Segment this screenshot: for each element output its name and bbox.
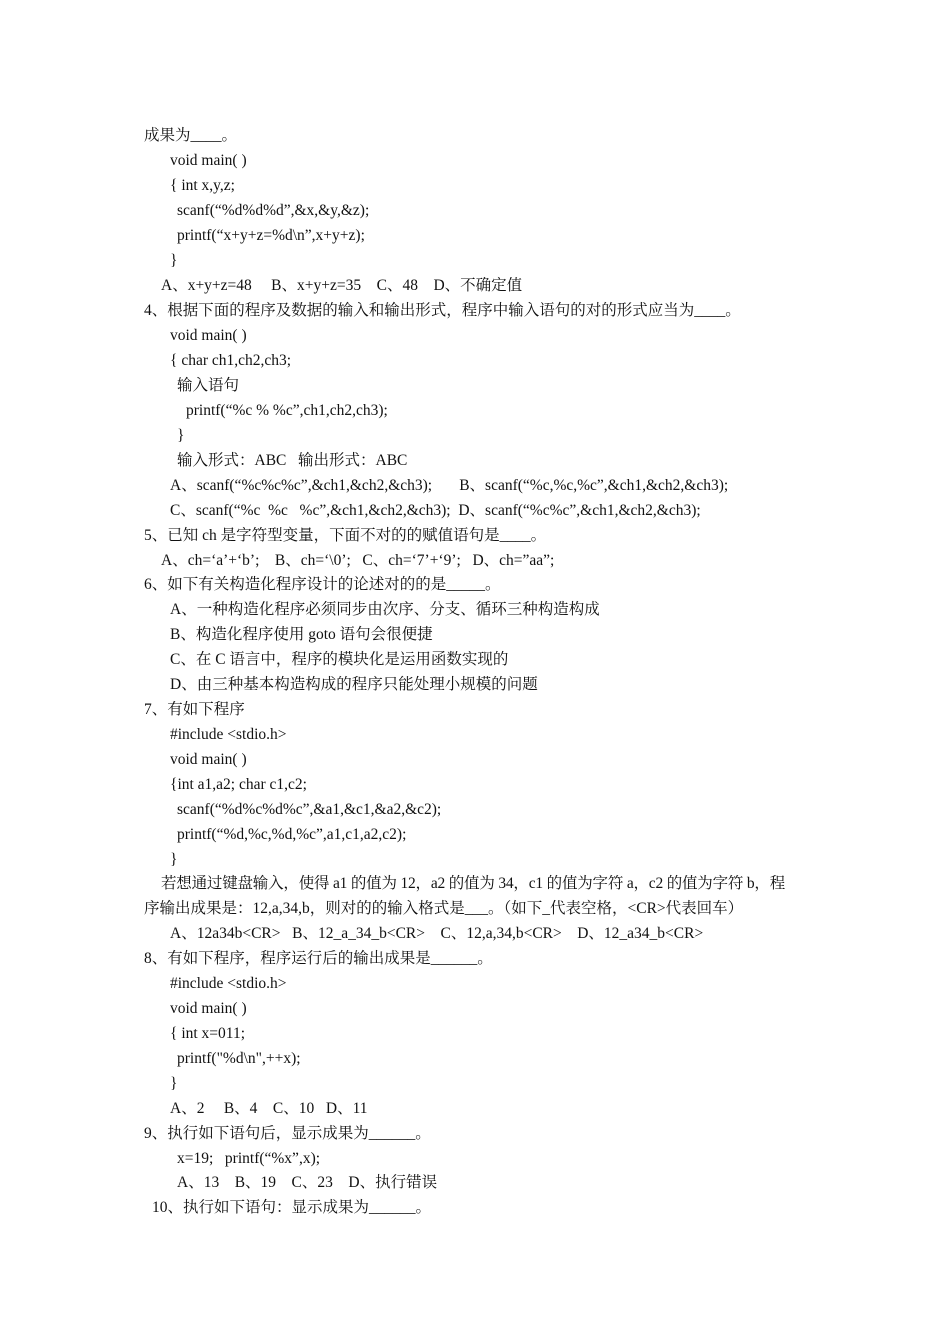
- text-line: A、2 B、4 C、10 D、11: [170, 1100, 368, 1117]
- text-line: {int a1,a2; char c1,c2;: [170, 776, 307, 793]
- text-line: printf("%d\n",++x);: [177, 1050, 301, 1067]
- text-line: scanf(“%d%d%d”,&x,&y,&z);: [177, 202, 370, 219]
- text-line: 7、有如下程序: [144, 701, 245, 718]
- text-line: { char ch1,ch2,ch3;: [170, 352, 292, 369]
- text-line: 若想通过键盘输入，使得 a1 的值为 12，a2 的值为 34，c1 的值为字符 a，c2 的值为字符 b，程: [161, 875, 786, 892]
- text-line: scanf(“%d%c%d%c”,&a1,&c1,&a2,&c2);: [177, 801, 442, 818]
- text-line: 5、已知 ch 是字符型变量，下面不对的的赋值语句是____。: [144, 527, 547, 544]
- text-line: }: [170, 851, 178, 868]
- text-line: C、在 C 语言中，程序的模块化是运用函数实现的: [170, 651, 509, 668]
- text-line: 8、有如下程序，程序运行后的输出成果是______。: [144, 950, 493, 967]
- text-line: printf(“%d,%c,%d,%c”,a1,c1,a2,c2);: [177, 826, 407, 843]
- text-line: { int x,y,z;: [170, 177, 235, 194]
- text-line: void main( ): [170, 1000, 247, 1017]
- text-line: 10、执行如下语句：显示成果为______。: [152, 1199, 432, 1216]
- text-line: 成果为____。: [144, 127, 238, 144]
- text-line: }: [170, 252, 178, 269]
- text-line: x=19; printf(“%x”,x);: [177, 1150, 321, 1167]
- text-line: A、12a34b<CR> B、12_a_34_b<CR> C、12,a,34,b<CR> D、12_a34_b<CR>: [170, 925, 704, 942]
- text-line: 9、执行如下语句后，显示成果为______。: [144, 1125, 431, 1142]
- text-line: A、x+y+z=48 B、x+y+z=35 C、48 D、不确定值: [161, 277, 523, 294]
- text-line: D、由三种基本构造构成的程序只能处理小规模的问题: [170, 676, 538, 693]
- text-line: }: [170, 1075, 178, 1092]
- text-line: #include <stdio.h>: [170, 726, 287, 743]
- text-line: }: [177, 427, 185, 444]
- text-line: 输入形式：ABC 输出形式：ABC: [177, 452, 408, 469]
- text-line: A、一种构造化程序必须同步由次序、分支、循环三种构造构成: [170, 601, 600, 618]
- text-line: void main( ): [170, 327, 247, 344]
- text-line: { int x=011;: [170, 1025, 246, 1042]
- text-line: 输入语句: [177, 377, 240, 394]
- text-line: 4、根据下面的程序及数据的输入和输出形式，程序中输入语句的对的形式应当为____。: [144, 302, 741, 319]
- text-line: printf(“x+y+z=%d\n”,x+y+z);: [177, 227, 365, 244]
- text-line: #include <stdio.h>: [170, 975, 287, 992]
- text-line: 6、如下有关构造化程序设计的论述对的的是_____。: [144, 576, 501, 593]
- text-line: void main( ): [170, 751, 247, 768]
- text-line: B、构造化程序使用 goto 语句会很便捷: [170, 626, 433, 643]
- text-line: printf(“%c % %c”,ch1,ch2,ch3);: [186, 402, 388, 419]
- text-line: A、ch=‘a’+‘b’; B、ch=‘\0’; C、ch=‘7’+‘9’; D、ch=”aa”;: [161, 552, 555, 569]
- text-line: 序输出成果是：12,a,34,b，则对的的输入格式是___。（如下_代表空格，<CR>代表回车）: [144, 900, 744, 917]
- text-line: A、scanf(“%c%c%c”,&ch1,&ch2,&ch3); B、scanf(“%c,%c,%c”,&ch1,&ch2,&ch3);: [170, 477, 729, 494]
- text-line: C、scanf(“%c %c %c”,&ch1,&ch2,&ch3); D、scanf(“%c%c”,&ch1,&ch2,&ch3);: [170, 502, 701, 519]
- text-line: void main( ): [170, 152, 247, 169]
- text-line: A、13 B、19 C、23 D、执行错误: [177, 1174, 438, 1191]
